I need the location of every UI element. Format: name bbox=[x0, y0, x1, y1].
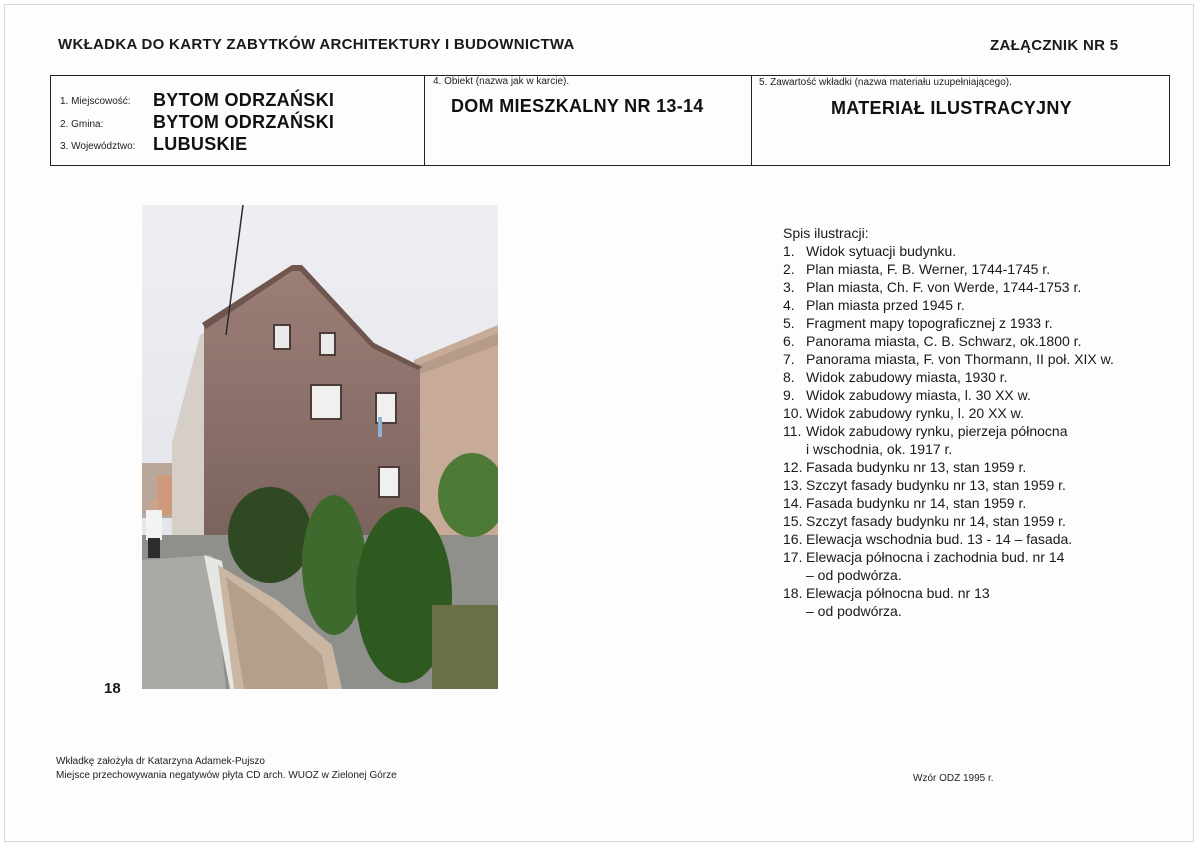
voivodeship-value: LUBUSKIE bbox=[153, 134, 248, 154]
list-item-line: Elewacja północna bud. nr 13 bbox=[806, 585, 990, 601]
list-item-number: 13. bbox=[783, 477, 803, 493]
list-item-number: 9. bbox=[783, 387, 795, 403]
list-item-number: 10. bbox=[783, 405, 803, 421]
list-item-line: Elewacja wschodnia bud. 13 - 14 – fasada. bbox=[806, 531, 1073, 547]
list-item-text bbox=[806, 530, 1072, 548]
list-item-number: 11. bbox=[783, 423, 802, 439]
object-value: DOM MIESZKALNY NR 13-14 bbox=[451, 96, 704, 116]
list-item-text bbox=[806, 350, 1114, 368]
voivodeship-label: 3. Województwo: bbox=[60, 141, 136, 152]
list-item-number: 16. bbox=[783, 531, 803, 547]
list-item-line: Szczyt fasady budynku nr 13, stan 1959 r. bbox=[806, 477, 1066, 493]
list-item-line: Plan miasta, F. B. Werner, 1744-1745 r. bbox=[806, 261, 1051, 277]
list-item-text bbox=[806, 422, 1067, 458]
list-item-line: i wschodnia, ok. 1917 r. bbox=[806, 441, 953, 457]
list-item-line: Widok zabudowy miasta, l. 30 XX w. bbox=[806, 387, 1031, 403]
list-item-number: 4. bbox=[783, 297, 795, 313]
list-item bbox=[783, 530, 1114, 548]
list-item-line: Panorama miasta, F. von Thormann, II poł. XIX w. bbox=[806, 351, 1114, 367]
list-item-text bbox=[806, 404, 1024, 422]
list-item-text bbox=[806, 296, 965, 314]
list-item-line: – od podwórza. bbox=[806, 603, 902, 619]
list-item-text bbox=[806, 584, 990, 620]
list-item-text bbox=[806, 548, 1064, 584]
list-item-text bbox=[806, 260, 1050, 278]
list-item-number: 3. bbox=[783, 279, 795, 295]
list-item-line: Szczyt fasady budynku nr 14, stan 1959 r. bbox=[806, 513, 1066, 529]
list-item-line: Elewacja północna i zachodnia bud. nr 14 bbox=[806, 549, 1065, 565]
list-item bbox=[783, 422, 1114, 458]
list-item-text bbox=[806, 386, 1031, 404]
list-item bbox=[783, 350, 1114, 368]
list-item bbox=[783, 494, 1114, 512]
list-item-text bbox=[806, 332, 1081, 350]
list-item-number: 7. bbox=[783, 351, 795, 367]
template-note: Wzór ODZ 1995 r. bbox=[913, 773, 994, 784]
list-item-number: 18. bbox=[783, 585, 803, 601]
content-value: MATERIAŁ ILUSTRACYJNY bbox=[831, 98, 1072, 118]
object-cell bbox=[424, 76, 752, 165]
list-item-line: Fasada budynku nr 14, stan 1959 r. bbox=[806, 495, 1027, 511]
list-item bbox=[783, 548, 1114, 584]
list-item-line: Widok zabudowy miasta, 1930 r. bbox=[806, 369, 1008, 385]
object-label: 4. Obiekt (nazwa jak w karcie). bbox=[433, 76, 570, 87]
content-label: 5. Zawartość wkładki (nazwa materiału uzupełniającego). bbox=[759, 77, 1012, 88]
list-item-line: – od podwórza. bbox=[806, 567, 902, 583]
annex-label: ZAŁĄCZNIK NR 5 bbox=[990, 37, 1119, 54]
illustration-list bbox=[783, 224, 1114, 620]
list-item-line: Plan miasta przed 1945 r. bbox=[806, 297, 965, 313]
list-item-text bbox=[806, 242, 956, 260]
list-item-number: 17. bbox=[783, 549, 803, 565]
list-item-line: Fragment mapy topograficznej z 1933 r. bbox=[806, 315, 1053, 331]
list-item-number: 14. bbox=[783, 495, 803, 511]
list-item bbox=[783, 584, 1114, 620]
list-item-line: Panorama miasta, C. B. Schwarz, ok.1800 r. bbox=[806, 333, 1082, 349]
list-item bbox=[783, 368, 1114, 386]
list-item-line: Widok zabudowy rynku, pierzeja północna bbox=[806, 423, 1068, 439]
list-item-number: 15. bbox=[783, 513, 803, 529]
list-item-line: Widok sytuacji budynku. bbox=[806, 243, 957, 259]
list-item-number: 8. bbox=[783, 369, 795, 385]
list-item bbox=[783, 386, 1114, 404]
list-item bbox=[783, 332, 1114, 350]
building-photo bbox=[142, 205, 498, 689]
list-item-line: Fasada budynku nr 13, stan 1959 r. bbox=[806, 459, 1027, 475]
list-item bbox=[783, 260, 1114, 278]
header-table bbox=[50, 75, 1170, 166]
list-item-text bbox=[806, 278, 1081, 296]
storage-note: Miejsce przechowywania negatywów płyta CD arch. WUOZ w Zielonej Górze bbox=[56, 770, 397, 781]
illustration-list-heading: Spis ilustracji: bbox=[783, 225, 869, 241]
list-item-text bbox=[806, 512, 1066, 530]
list-item-line: Widok zabudowy rynku, l. 20 XX w. bbox=[806, 405, 1024, 421]
document-title: WKŁADKA DO KARTY ZABYTKÓW ARCHITEKTURY I BUDOWNICTWA bbox=[58, 36, 575, 53]
list-item bbox=[783, 458, 1114, 476]
list-item-line: Plan miasta, Ch. F. von Werde, 1744-1753 r. bbox=[806, 279, 1082, 295]
photo-number: 18 bbox=[104, 680, 121, 697]
list-item bbox=[783, 242, 1114, 260]
list-item-number: 6. bbox=[783, 333, 795, 349]
list-item bbox=[783, 404, 1114, 422]
list-item-text bbox=[806, 314, 1053, 332]
list-item bbox=[783, 512, 1114, 530]
commune-value: BYTOM ODRZAŃSKI bbox=[153, 112, 335, 132]
town-value: BYTOM ODRZAŃSKI bbox=[153, 90, 335, 110]
commune-label: 2. Gmina: bbox=[60, 119, 104, 130]
town-label: 1. Miejscowość: bbox=[60, 96, 131, 107]
list-item bbox=[783, 296, 1114, 314]
list-item bbox=[783, 278, 1114, 296]
author-note: Wkładkę założyła dr Katarzyna Adamek-Pujszo bbox=[56, 756, 265, 767]
list-item-text bbox=[806, 494, 1026, 512]
list-item-text bbox=[806, 476, 1066, 494]
list-item-number: 2. bbox=[783, 261, 795, 277]
list-item bbox=[783, 314, 1114, 332]
list-item-text bbox=[806, 368, 1008, 386]
list-item-number: 12. bbox=[783, 459, 803, 475]
list-item bbox=[783, 476, 1114, 494]
list-item-number: 1. bbox=[783, 243, 795, 259]
list-item-number: 5. bbox=[783, 315, 795, 331]
list-item-text bbox=[806, 458, 1026, 476]
